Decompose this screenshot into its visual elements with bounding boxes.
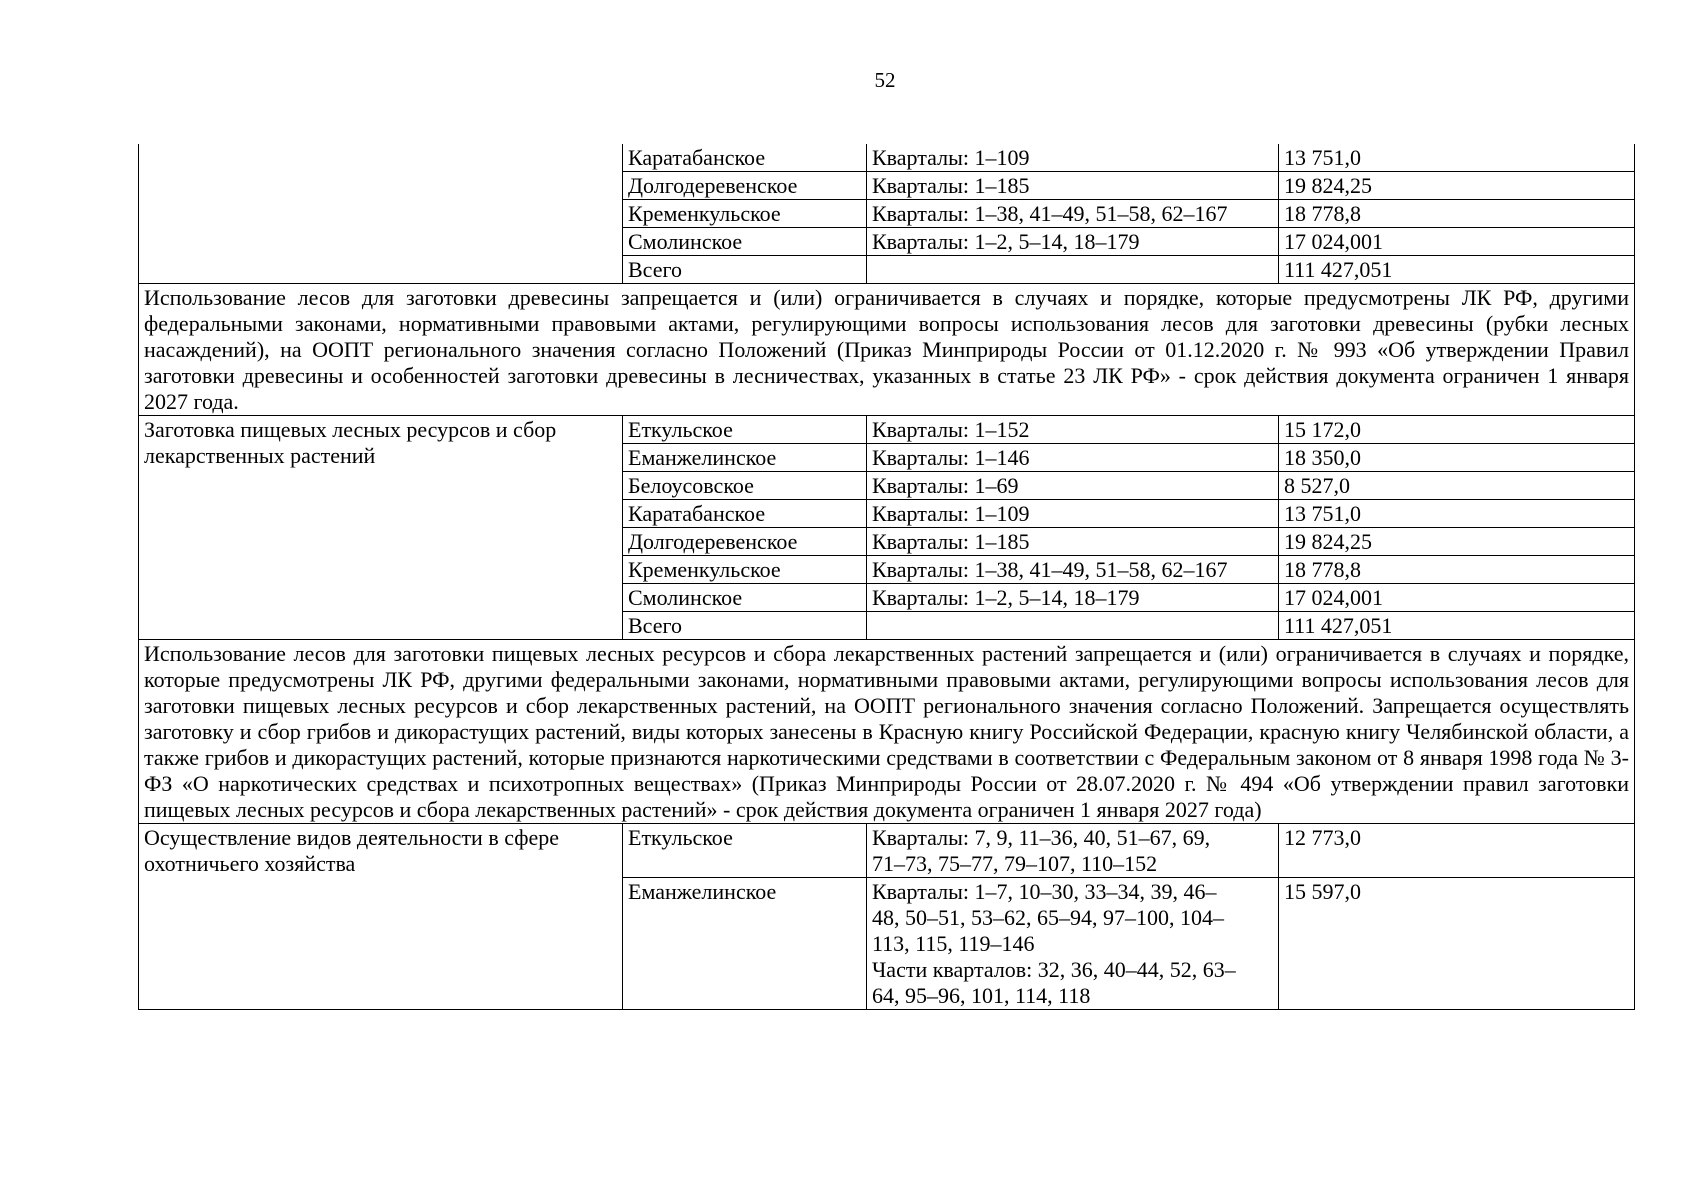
quarters-line: Кварталы: 1–185 [872, 173, 1030, 198]
activity-cell [139, 144, 623, 284]
area-cell: 19 824,25 [1279, 528, 1635, 556]
area-cell: 17 024,001 [1279, 584, 1635, 612]
quarters-line: 113, 115, 119–146 [872, 931, 1035, 956]
quarters-line: Кварталы: 1–109 [872, 145, 1030, 170]
area-cell: 18 778,8 [1279, 200, 1635, 228]
note-text: Использование лесов для заготовки пищевых лесных ресурсов и сбора лекарственных растений запрещается и (или) ограничивается в случаях и порядке, которые предусмотрены ЛК РФ, другими федеральными законами, нормативными правовыми актами, регулирующими вопросы использования лесов для заготовки пищевых лесных ресурсов и сбор лекарственных растений, на ООПТ регионального значения согласно Положений. Запрещается осуществлять заготовку и сбор грибов и дикорастущих растений, виды которых занесены в Красную книгу Российской Федерации, красную книгу Челябинской области, а также грибов и дикорастущих растений, которые признаются наркотическими средствами в соответствии с Федеральным законом от 8 января 1998 года № 3-ФЗ «О наркотических средствах и психотропных веществах» (Приказ Минприроды России от 28.07.2020 г. № 494 «Об утверждении правил заготовки пищевых лесных ресурсов и сбора лекарственных растений» - срок действия документа ограничен 1 января 2027 года) [139, 640, 1635, 824]
quarters-line: Кварталы: 1–2, 5–14, 18–179 [872, 229, 1140, 254]
quarters-line: Кварталы: 1–152 [872, 417, 1030, 442]
quarters-cell [867, 824, 1279, 878]
area-cell: 18 350,0 [1279, 444, 1635, 472]
table-row [139, 824, 1635, 878]
area-cell: 12 773,0 [1279, 824, 1635, 878]
table-row [139, 416, 1635, 444]
district-cell: Белоусовское [623, 472, 867, 500]
note-text: Использование лесов для заготовки древесины запрещается и (или) ограничивается в случаях и порядке, которые предусмотрены ЛК РФ, другими федеральными законами, нормативными правовыми актами, регулирующими вопросы использования лесов для заготовки древесины (рубки лесных насаждений), на ООПТ регионального значения согласно Положений (Приказ Минприроды России от 01.12.2020 г. № 993 «Об утверждении Правил заготовки древесины и особенностей заготовки древесины в лесничествах, указанных в статье 23 ЛК РФ» - срок действия документа ограничен 1 января 2027 года. [139, 284, 1635, 416]
district-cell: Еманжелинское [623, 444, 867, 472]
quarters-line: Кварталы: 1–185 [872, 529, 1030, 554]
area-cell: 13 751,0 [1279, 500, 1635, 528]
quarters-line: Кварталы: 1–69 [872, 473, 1019, 498]
quarters-cell [867, 444, 1279, 472]
district-cell: Долгодеревенское [623, 172, 867, 200]
area-cell: 15 597,0 [1279, 878, 1635, 1010]
district-cell: Кременкульское [623, 200, 867, 228]
area-cell: 111 427,051 [1279, 256, 1635, 284]
quarters-line: Кварталы: 1–38, 41–49, 51–58, 62–167 [872, 557, 1228, 582]
note-row [139, 284, 1635, 416]
quarters-cell [867, 612, 1279, 640]
quarters-line: 71–73, 75–77, 79–107, 110–152 [872, 851, 1158, 876]
district-cell: Еткульское [623, 416, 867, 444]
quarters-cell [867, 528, 1279, 556]
district-cell: Еткульское [623, 824, 867, 878]
activity-cell: Заготовка пищевых лесных ресурсов и сбор лекарственных растений [139, 416, 623, 640]
district-cell: Всего [623, 612, 867, 640]
district-cell: Еманжелинское [623, 878, 867, 1010]
area-cell: 15 172,0 [1279, 416, 1635, 444]
quarters-line: Кварталы: 1–2, 5–14, 18–179 [872, 585, 1140, 610]
quarters-cell [867, 878, 1279, 1010]
quarters-cell [867, 416, 1279, 444]
activity-cell: Осуществление видов деятельности в сфере охотничьего хозяйства [139, 824, 623, 1010]
note-row [139, 640, 1635, 824]
district-cell: Смолинское [623, 228, 867, 256]
quarters-cell [867, 172, 1279, 200]
quarters-cell [867, 256, 1279, 284]
quarters-cell [867, 200, 1279, 228]
quarters-cell [867, 228, 1279, 256]
quarters-cell [867, 472, 1279, 500]
quarters-line: Части кварталов: 32, 36, 40–44, 52, 63– [872, 957, 1236, 982]
quarters-line: Кварталы: 1–38, 41–49, 51–58, 62–167 [872, 201, 1228, 226]
quarters-line: Кварталы: 1–109 [872, 501, 1030, 526]
quarters-line: 48, 50–51, 53–62, 65–94, 97–100, 104– [872, 905, 1224, 930]
area-cell: 13 751,0 [1279, 144, 1635, 172]
area-cell: 8 527,0 [1279, 472, 1635, 500]
district-cell: Всего [623, 256, 867, 284]
district-cell: Каратабанское [623, 144, 867, 172]
table-row [139, 144, 1635, 172]
district-cell: Долгодеревенское [623, 528, 867, 556]
quarters-line: Кварталы: 1–146 [872, 445, 1030, 470]
quarters-cell [867, 500, 1279, 528]
area-cell: 19 824,25 [1279, 172, 1635, 200]
quarters-cell [867, 144, 1279, 172]
quarters-line: Кварталы: 7, 9, 11–36, 40, 51–67, 69, [872, 825, 1211, 850]
quarters-line: 64, 95–96, 101, 114, 118 [872, 983, 1091, 1008]
area-cell: 18 778,8 [1279, 556, 1635, 584]
area-cell: 111 427,051 [1279, 612, 1635, 640]
area-cell: 17 024,001 [1279, 228, 1635, 256]
page-number: 52 [874, 68, 896, 92]
quarters-cell [867, 556, 1279, 584]
quarters-cell [867, 584, 1279, 612]
district-cell: Каратабанское [623, 500, 867, 528]
quarters-line: Кварталы: 1–7, 10–30, 33–34, 39, 46– [872, 879, 1217, 904]
district-cell: Кременкульское [623, 556, 867, 584]
forest-use-table [138, 144, 1635, 1010]
district-cell: Смолинское [623, 584, 867, 612]
